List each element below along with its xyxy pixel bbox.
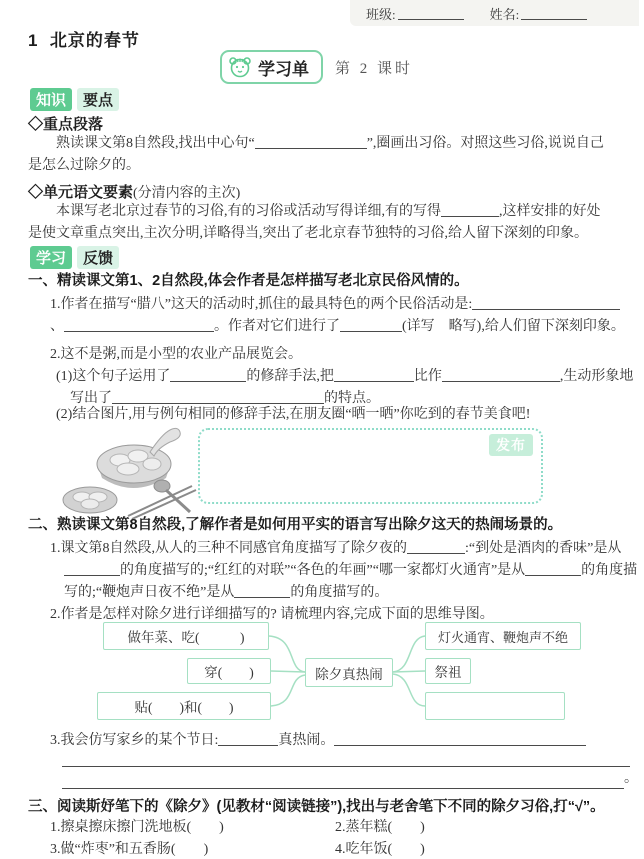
fill-in-blank (334, 368, 414, 382)
option-row-1 (50, 819, 630, 837)
mindmap-node-ancestor: 祭祖 (425, 658, 471, 684)
unit-element-note: (分清内容的主次) (133, 186, 241, 201)
tag-feedback: 反馈 (77, 246, 119, 269)
name-label: 姓名: (489, 6, 520, 22)
fill-in-blank (334, 732, 586, 746)
name-field (490, 4, 588, 23)
section1-sub1: (1)这个句子运用了 的修辞手法,把 比作 ,生动形象地写出了 的特点。 (56, 369, 634, 406)
section1-item1: 1.作者在描写“腊八”这天的活动时,抓住的最具特色的两个民俗活动是:、 。作者对它们进行了 (详写 略写),给人们留下深刻印象。 (50, 297, 625, 334)
fill-in-blank (255, 135, 367, 149)
fill-in-blank (340, 318, 402, 332)
dumplings-photo (58, 424, 198, 520)
fill-in-blank (442, 368, 560, 382)
unit-element-text: 本课写老北京过春节的习俗,有的习俗或活动写得详细,有的写得 ,这样安排的好处是使文章重点突出,主次分明,详略得当,突出了老北京春节独特的习俗,给人留下深刻的印象。 (28, 204, 601, 241)
fill-in-blank (112, 390, 324, 404)
mindmap-node-lights: 灯火通宵、鞭炮声不绝 (425, 622, 581, 650)
mindmap-node-paste: 贴( )和( ) (97, 692, 271, 720)
option-4: 4.吃年饭( ) (335, 842, 425, 857)
tiger-icon (227, 54, 253, 80)
fill-in-blank (525, 562, 581, 576)
section2-item2: 2.作者是怎样对除夕进行详细描写的? 请梳理内容,完成下面的思维导图。 (50, 607, 494, 622)
mindmap-node-wear: 穿( ) (187, 658, 271, 684)
fill-in-blank (64, 318, 214, 332)
mindmap-node-dishes: 做年菜、吃( ) (103, 622, 269, 650)
knowledge-tag (30, 88, 119, 111)
share-post-box (198, 428, 543, 504)
publish-button: 发布 (489, 434, 533, 456)
key-paragraph-subhead: ◇重点段落 (28, 116, 104, 133)
badge-label: 学习单 (258, 59, 309, 79)
name-blank (521, 6, 587, 20)
option-3: 3.做“炸枣”和五香肠( ) (50, 842, 209, 857)
fill-in-blank (407, 540, 465, 554)
tag-study: 学习 (30, 246, 72, 269)
writing-line-1 (62, 745, 630, 767)
option-2: 2.蒸年糕( ) (335, 820, 425, 835)
class-blank (398, 6, 464, 20)
unit-element-subhead (28, 181, 240, 202)
closing-period: 。 (624, 771, 638, 786)
tag-keypoints: 要点 (77, 88, 119, 111)
section2-item1: 1.课文第8自然段,从人的三种不同感官角度描写了除夕夜的 :“到处是酒肉的香味”是从的角度描写的;“红红的对联”“各色的年画”“哪一家都灯火通宵”是从 的角度描写的;“鞭炮声日夜不绝”是从 的角度描写的。 (50, 541, 638, 600)
lesson-title: 1 北京的春节 (28, 31, 140, 50)
fill-in-blank (441, 203, 499, 217)
section2-item3: 3.我会仿写家乡的某个节日: 真热闹。 (50, 730, 632, 752)
option-1: 1.擦桌擦床擦门洗地板( ) (50, 820, 224, 835)
mindmap-diagram (95, 622, 585, 722)
tag-knowledge: 知识 (30, 88, 72, 111)
fill-in-blank (472, 296, 620, 310)
key-paragraph-text: 熟读课文第8自然段,找出中心句“ ”,圈画出习俗。对照这些习俗,说说自己是怎么过除夕的。 (28, 136, 604, 173)
class-label: 班级: (366, 6, 396, 22)
header-strip (350, 0, 639, 26)
unit-element-title: ◇单元语文要素 (28, 184, 134, 201)
option-row-2 (50, 841, 630, 859)
fill-in-blank (170, 368, 246, 382)
section2-heading: 二、熟读课文第8自然段,了解作者是如何用平实的语言写出除夕这天的热闹场景的。 (28, 517, 563, 533)
mindmap-node-empty (425, 692, 565, 720)
section1-item2: 2.这不是粥,而是小型的农业产品展览会。 (50, 347, 302, 362)
session-label: 第 2 课时 (335, 60, 414, 77)
fill-in-blank (64, 562, 120, 576)
class-field (366, 4, 464, 23)
writing-line-2-rule (62, 768, 624, 789)
mindmap-node-center: 除夕真热闹 (305, 658, 393, 687)
section1-heading: 一、精读课文第1、2自然段,体会作者是怎样描写老北京民俗风情的。 (28, 273, 469, 289)
fill-in-blank (218, 732, 278, 746)
writing-line-2 (62, 768, 638, 789)
section1-sub2: (2)结合图片,用与例句相同的修辞手法,在朋友圈“晒一晒”你吃到的春节美食吧! (56, 407, 531, 422)
fill-in-blank (234, 584, 290, 598)
badge-frame (220, 50, 323, 84)
section3-heading: 三、阅读斯妤笔下的《除夕》(见教材“阅读链接”),找出与老舍笔下不同的除夕习俗,打“√”。 (28, 799, 605, 815)
feedback-tag (30, 246, 119, 269)
study-sheet-badge (220, 50, 413, 84)
